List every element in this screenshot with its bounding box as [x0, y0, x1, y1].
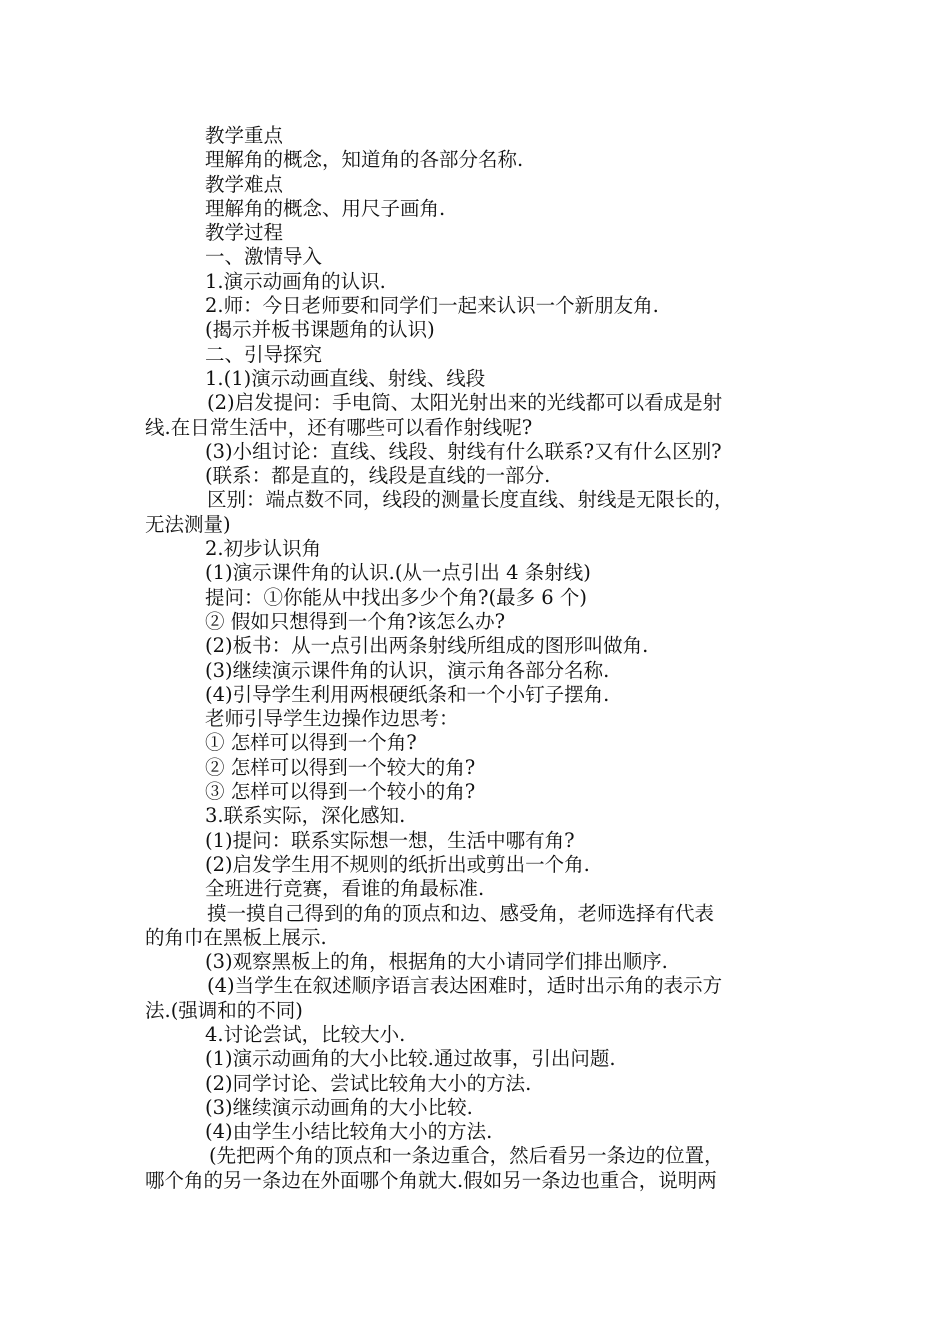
text-line: 无法测量) — [145, 512, 231, 536]
text-line: 1.(1)演示动画直线、射线、线段 — [205, 366, 486, 390]
text-line: ① 怎样可以得到一个角? — [205, 731, 417, 755]
text-line: (2)板书：从一点引出两条射线所组成的图形叫做角. — [205, 634, 649, 658]
text-line: ③ 怎样可以得到一个较小的角? — [205, 780, 476, 804]
text-line: 线.在日常生活中，还有哪些可以看作射线呢? — [145, 415, 533, 439]
text-line: 区别：端点数不同，线段的测量长度直线、射线是无限长的， — [207, 488, 734, 512]
text-line: (联系：都是直的，线段是直线的一部分. — [205, 464, 551, 488]
text-line: 哪个角的另一条边在外面哪个角就大.假如另一条边也重合，说明两 — [145, 1168, 717, 1192]
text-line: 教学过程 — [205, 221, 284, 245]
text-line: (2)启发提问：手电筒、太阳光射出来的光线都可以看成是射 — [207, 391, 723, 415]
text-line: 一、激情导入 — [205, 245, 323, 269]
text-line: 全班进行竞赛，看谁的角最标准. — [205, 877, 485, 901]
text-line: 2.师：今日老师要和同学们一起来认识一个新朋友角. — [205, 294, 659, 318]
text-line: 二、引导探究 — [205, 342, 323, 366]
text-line: (4)当学生在叙述顺序语言表达困难时，适时出示角的表示方 — [207, 974, 723, 998]
text-line: ② 怎样可以得到一个较大的角? — [205, 755, 476, 779]
text-line: (1)演示动画角的大小比较.通过故事，引出问题. — [205, 1047, 616, 1071]
text-line: 法.(强调和的不同) — [145, 998, 303, 1022]
text-line: 摸一摸自己得到的角的顶点和边、感受角，老师选择有代表 — [207, 901, 715, 925]
text-line: (4)引导学生利用两根硬纸条和一个小钉子摆角. — [205, 682, 610, 706]
text-line: 理解角的概念、用尺子画角. — [205, 196, 446, 220]
text-line: 提问：①你能从中找出多少个角?(最多 6 个) — [205, 585, 587, 609]
text-line: 4.讨论尝试，比较大小. — [205, 1022, 406, 1046]
text-line: 3.联系实际，深化感知. — [205, 804, 406, 828]
text-line: (3)小组讨论：直线、线段、射线有什么联系?又有什么区别? — [205, 439, 722, 463]
text-line: (2)同学讨论、尝试比较角大小的方法. — [205, 1071, 532, 1095]
text-line: (3)观察黑板上的角，根据角的大小请同学们排出顺序. — [205, 950, 668, 974]
text-line: (揭示并板书课题角的认识) — [205, 318, 435, 342]
text-line: 老师引导学生边操作边思考： — [205, 707, 459, 731]
text-line: (4)由学生小结比较角大小的方法. — [205, 1120, 493, 1144]
text-line: ② 假如只想得到一个角?该怎么办? — [205, 609, 506, 633]
text-line: (1)演示课件角的认识.(从一点引出 4 条射线) — [205, 561, 591, 585]
text-line: (先把两个角的顶点和一条边重合，然后看另一条边的位置， — [209, 1144, 724, 1168]
text-line: 理解角的概念，知道角的各部分名称. — [205, 148, 524, 172]
text-line: 2.初步认识角 — [205, 537, 322, 561]
text-line: 教学重点 — [205, 124, 284, 147]
text-line: 的角巾在黑板上展示. — [145, 925, 327, 949]
text-line: 1.演示动画角的认识. — [205, 269, 386, 293]
text-line: 教学难点 — [205, 172, 284, 196]
text-line: (3)继续演示课件角的认识，演示角各部分名称. — [205, 658, 610, 682]
text-line: (3)继续演示动画角的大小比较. — [205, 1095, 473, 1119]
text-line: (1)提问：联系实际想一想，生活中哪有角? — [205, 828, 575, 852]
text-line: (2)启发学生用不规则的纸折出或剪出一个角. — [205, 852, 590, 876]
document-body — [145, 124, 813, 1193]
